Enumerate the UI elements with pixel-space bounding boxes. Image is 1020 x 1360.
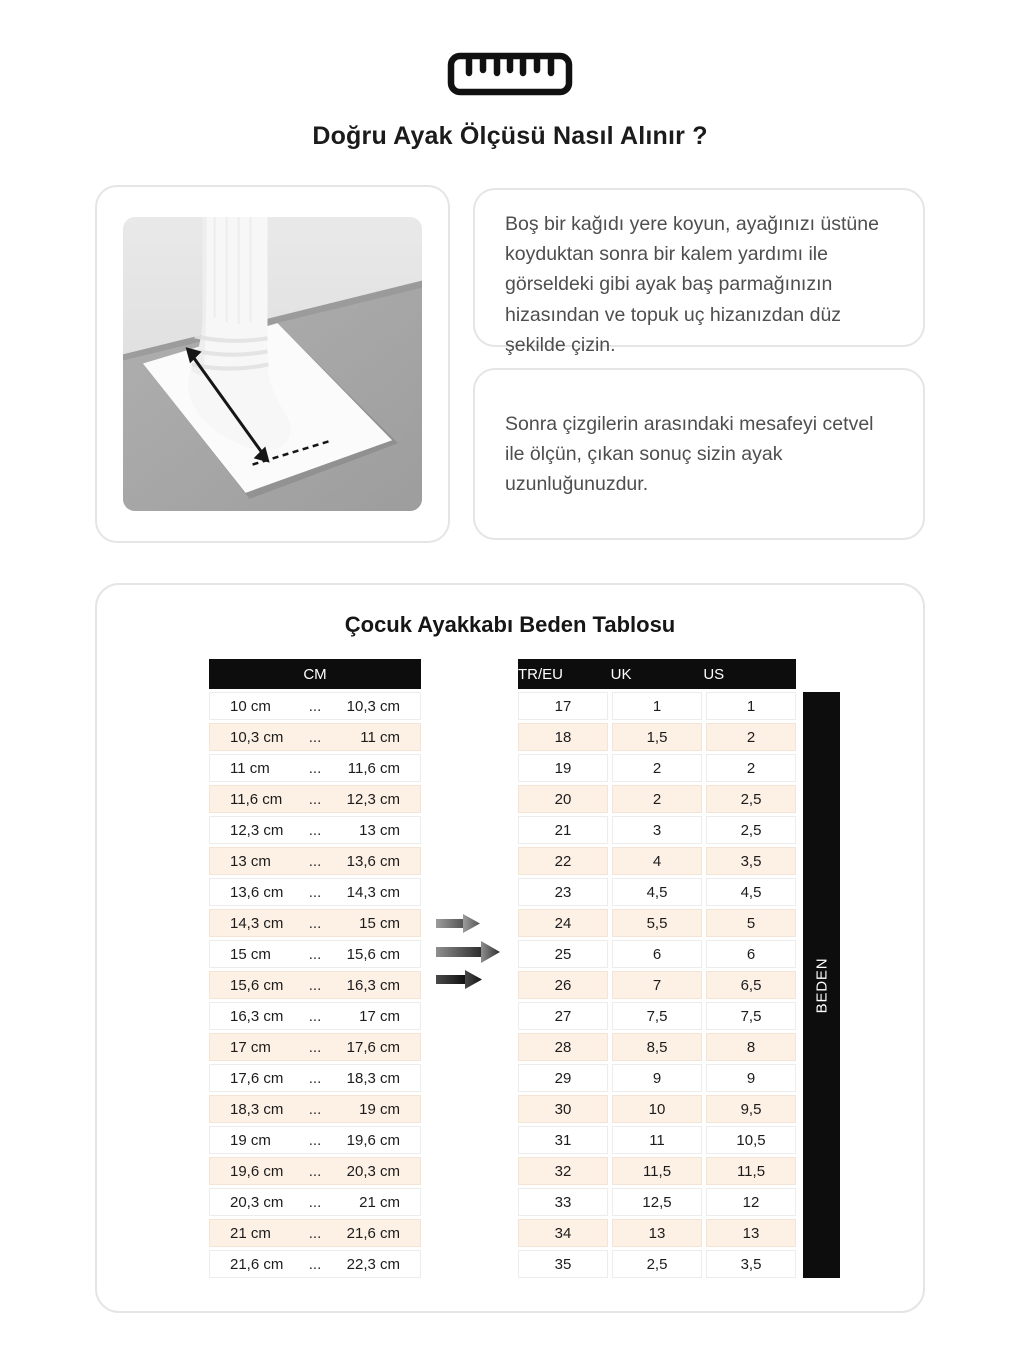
size-row <box>518 971 796 999</box>
range-dots: ... <box>308 1193 322 1211</box>
size-row <box>518 1033 796 1061</box>
us-value: 2 <box>706 723 796 751</box>
range-dots: ... <box>308 821 322 839</box>
cm-to-value: 15,6 cm <box>346 945 400 963</box>
cm-to-value: 19 cm <box>359 1100 400 1118</box>
treu-value: 30 <box>518 1095 608 1123</box>
page-title: Doğru Ayak Ölçüsü Nasıl Alınır ? <box>312 122 708 150</box>
size-table-header-uk: UK <box>610 665 632 683</box>
range-dots: ... <box>308 1038 322 1056</box>
uk-value: 2 <box>612 754 702 782</box>
range-dots: ... <box>308 914 322 932</box>
uk-value: 2,5 <box>612 1250 702 1278</box>
cm-from-value: 18,3 cm <box>230 1100 284 1118</box>
uk-value: 11 <box>612 1126 702 1154</box>
treu-value: 18 <box>518 723 608 751</box>
cm-to-value: 19,6 cm <box>346 1131 400 1149</box>
transfer-arrows-icon <box>421 659 518 993</box>
cm-from-value: 15 cm <box>230 945 271 963</box>
cm-range-row <box>209 940 421 968</box>
uk-value: 7,5 <box>612 1002 702 1030</box>
cm-from-value: 21 cm <box>230 1224 271 1242</box>
range-dots: ... <box>308 1100 322 1118</box>
size-row <box>518 1219 796 1247</box>
cm-range-row <box>209 1033 421 1061</box>
foot-photo-card <box>95 185 450 543</box>
cm-to-value: 22,3 cm <box>346 1255 400 1273</box>
us-value: 6 <box>706 940 796 968</box>
cm-to-value: 17 cm <box>359 1007 400 1025</box>
cm-to-value: 13,6 cm <box>346 852 400 870</box>
uk-value: 4 <box>612 847 702 875</box>
size-row <box>518 692 796 720</box>
us-value: 8 <box>706 1033 796 1061</box>
cm-range-row <box>209 1126 421 1154</box>
cm-to-value: 18,3 cm <box>346 1069 400 1087</box>
page-header <box>0 0 1020 151</box>
size-table-header-us: US <box>703 665 725 683</box>
cm-from-value: 13,6 cm <box>230 883 284 901</box>
cm-range-row <box>209 692 421 720</box>
cm-range-row <box>209 878 421 906</box>
treu-value: 26 <box>518 971 608 999</box>
size-row <box>518 1002 796 1030</box>
treu-value: 34 <box>518 1219 608 1247</box>
uk-value: 10 <box>612 1095 702 1123</box>
uk-value: 6 <box>612 940 702 968</box>
treu-value: 19 <box>518 754 608 782</box>
size-table-card <box>95 583 925 1313</box>
range-dots: ... <box>308 1131 322 1149</box>
uk-value: 8,5 <box>612 1033 702 1061</box>
cm-from-value: 14,3 cm <box>230 914 284 932</box>
us-value: 11,5 <box>706 1157 796 1185</box>
us-value: 2 <box>706 754 796 782</box>
intro-section <box>95 185 925 543</box>
treu-value: 32 <box>518 1157 608 1185</box>
uk-value: 12,5 <box>612 1188 702 1216</box>
cm-from-value: 15,6 cm <box>230 976 284 994</box>
cm-from-value: 17,6 cm <box>230 1069 284 1087</box>
us-value: 5 <box>706 909 796 937</box>
treu-value: 27 <box>518 1002 608 1030</box>
us-value: 6,5 <box>706 971 796 999</box>
treu-value: 35 <box>518 1250 608 1278</box>
size-row <box>518 723 796 751</box>
treu-value: 25 <box>518 940 608 968</box>
range-dots: ... <box>308 1069 322 1087</box>
cm-range-row <box>209 1157 421 1185</box>
cm-range-row <box>209 847 421 875</box>
range-dots: ... <box>308 883 322 901</box>
cm-to-value: 21,6 cm <box>346 1224 400 1242</box>
cm-from-value: 19,6 cm <box>230 1162 284 1180</box>
range-dots: ... <box>308 852 322 870</box>
cm-range-row <box>209 1095 421 1123</box>
size-row <box>518 1064 796 1092</box>
cm-to-value: 20,3 cm <box>346 1162 400 1180</box>
range-dots: ... <box>308 759 322 777</box>
treu-value: 29 <box>518 1064 608 1092</box>
cm-from-value: 10 cm <box>230 697 271 715</box>
ruler-icon <box>0 52 1020 96</box>
range-dots: ... <box>308 945 322 963</box>
cm-range-row <box>209 1064 421 1092</box>
cm-from-value: 11,6 cm <box>230 790 283 808</box>
cm-range-row <box>209 1188 421 1216</box>
tables-row <box>97 659 923 1281</box>
cm-table-header: CM <box>209 659 421 689</box>
range-dots: ... <box>308 1255 322 1273</box>
cm-from-value: 11 cm <box>230 759 270 777</box>
cm-table-rows <box>209 692 421 1278</box>
cm-to-value: 16,3 cm <box>346 976 400 994</box>
treu-value: 24 <box>518 909 608 937</box>
cm-to-value: 12,3 cm <box>346 790 400 808</box>
cm-range-row <box>209 1219 421 1247</box>
size-table-header <box>518 659 796 689</box>
range-dots: ... <box>308 790 322 808</box>
size-row <box>518 1126 796 1154</box>
us-value: 2,5 <box>706 785 796 813</box>
size-row <box>518 816 796 844</box>
cm-from-value: 13 cm <box>230 852 271 870</box>
range-dots: ... <box>308 1007 322 1025</box>
cm-to-value: 15 cm <box>359 914 400 932</box>
treu-value: 23 <box>518 878 608 906</box>
uk-value: 11,5 <box>612 1157 702 1185</box>
cm-from-value: 17 cm <box>230 1038 271 1056</box>
cm-to-value: 11 cm <box>360 728 400 746</box>
treu-value: 17 <box>518 692 608 720</box>
us-value: 12 <box>706 1188 796 1216</box>
range-dots: ... <box>308 728 322 746</box>
size-row <box>518 754 796 782</box>
uk-value: 9 <box>612 1064 702 1092</box>
cm-range-row <box>209 754 421 782</box>
cm-range-row <box>209 1250 421 1278</box>
instruction-step2-text: Sonra çizgilerin arasındaki mesafeyi cetvel ile ölçün, çıkan sonuç sizin ayak uzunluğunuzdur. <box>505 412 874 496</box>
uk-value: 5,5 <box>612 909 702 937</box>
size-table <box>518 659 796 1281</box>
size-table-header-treu: TR/EU <box>518 665 563 683</box>
size-row <box>518 1157 796 1185</box>
size-row <box>518 847 796 875</box>
instruction-cards <box>473 188 925 543</box>
cm-from-value: 16,3 cm <box>230 1007 284 1025</box>
cm-from-value: 12,3 cm <box>230 821 284 839</box>
range-dots: ... <box>308 1224 322 1242</box>
uk-value: 13 <box>612 1219 702 1247</box>
beden-label-text: BEDEN <box>813 957 830 1013</box>
uk-value: 1 <box>612 692 702 720</box>
cm-to-value: 14,3 cm <box>346 883 400 901</box>
us-value: 3,5 <box>706 1250 796 1278</box>
cm-range-row <box>209 1002 421 1030</box>
cm-to-value: 21 cm <box>359 1193 400 1211</box>
us-value: 10,5 <box>706 1126 796 1154</box>
cm-from-value: 21,6 cm <box>230 1255 284 1273</box>
cm-to-value: 11,6 cm <box>347 759 400 777</box>
foot-measurement-photo <box>123 217 422 511</box>
beden-vertical-label <box>803 692 840 1278</box>
size-row <box>518 1095 796 1123</box>
cm-range-row <box>209 785 421 813</box>
treu-value: 33 <box>518 1188 608 1216</box>
range-dots: ... <box>308 697 322 715</box>
treu-value: 31 <box>518 1126 608 1154</box>
cm-to-value: 13 cm <box>359 821 400 839</box>
treu-value: 20 <box>518 785 608 813</box>
size-row <box>518 878 796 906</box>
uk-value: 4,5 <box>612 878 702 906</box>
us-value: 7,5 <box>706 1002 796 1030</box>
cm-range-row <box>209 723 421 751</box>
instruction-step1: Boş bir kağıdı yere koyun, ayağınızı üstüne koyduktan sonra bir kalem yardımı ile görseldeki gibi ayak baş parmağınızın hizasından ve topuk uç hizanızdan düz şekilde çizin. <box>473 188 925 347</box>
cm-from-value: 19 cm <box>230 1131 271 1149</box>
us-value: 4,5 <box>706 878 796 906</box>
treu-value: 22 <box>518 847 608 875</box>
size-row <box>518 940 796 968</box>
cm-table <box>209 659 421 1281</box>
us-value: 9,5 <box>706 1095 796 1123</box>
cm-to-value: 10,3 cm <box>346 697 400 715</box>
size-row <box>518 1188 796 1216</box>
range-dots: ... <box>308 1162 322 1180</box>
cm-to-value: 17,6 cm <box>346 1038 400 1056</box>
size-table-title: Çocuk Ayakkabı Beden Tablosu <box>344 612 676 637</box>
uk-value: 3 <box>612 816 702 844</box>
treu-value: 21 <box>518 816 608 844</box>
cm-range-row <box>209 971 421 999</box>
uk-value: 2 <box>612 785 702 813</box>
us-value: 2,5 <box>706 816 796 844</box>
cm-from-value: 10,3 cm <box>230 728 284 746</box>
size-table-rows <box>518 692 796 1278</box>
treu-value: 28 <box>518 1033 608 1061</box>
instruction-step2 <box>473 368 925 540</box>
us-value: 1 <box>706 692 796 720</box>
cm-from-value: 20,3 cm <box>230 1193 284 1211</box>
us-value: 9 <box>706 1064 796 1092</box>
uk-value: 7 <box>612 971 702 999</box>
size-row <box>518 1250 796 1278</box>
us-value: 3,5 <box>706 847 796 875</box>
us-value: 13 <box>706 1219 796 1247</box>
size-row <box>518 785 796 813</box>
range-dots: ... <box>308 976 322 994</box>
uk-value: 1,5 <box>612 723 702 751</box>
size-row <box>518 909 796 937</box>
cm-range-row <box>209 909 421 937</box>
cm-range-row <box>209 816 421 844</box>
